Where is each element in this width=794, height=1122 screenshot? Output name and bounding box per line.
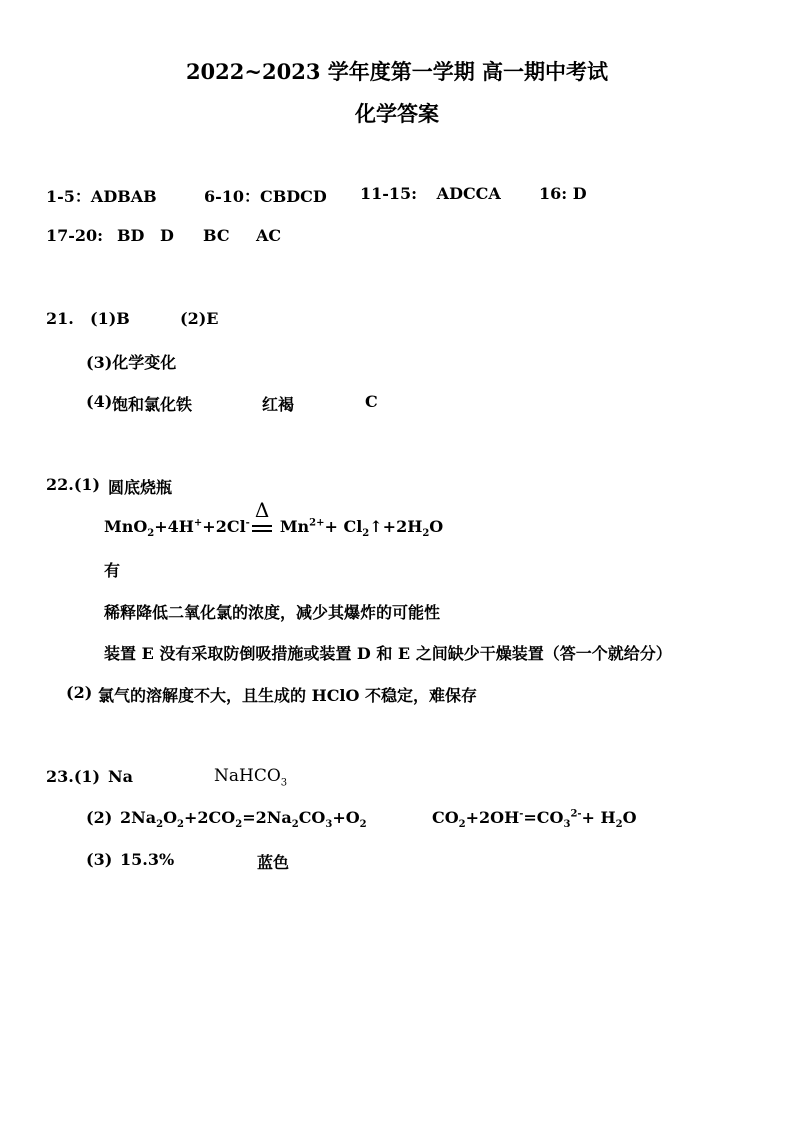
- mc-1-5: [46, 184, 157, 207]
- eq-sub: 2: [615, 819, 623, 831]
- q23-part3-b: 蓝色: [257, 853, 290, 872]
- q23-answer-2: [214, 766, 288, 789]
- q21-part3: (3)化学变化: [86, 353, 177, 372]
- eq-sup: -: [519, 808, 524, 820]
- eq-sub: 2: [177, 819, 184, 831]
- q23-equation-1: [120, 808, 367, 831]
- q21-part1: (1)B: [90, 309, 130, 328]
- q23-answer-1: Na: [108, 767, 133, 786]
- eq-text: + Cl: [324, 517, 363, 536]
- eq-sup: 2-: [570, 808, 582, 820]
- mc-17-20-label: 17-20:: [46, 226, 104, 245]
- eq-text: +2Cl: [202, 517, 246, 536]
- mc-11-15: [360, 184, 501, 203]
- eq-sub: 2: [147, 528, 155, 540]
- q21-part4-c: C: [365, 392, 378, 411]
- q22-equation: [104, 497, 444, 540]
- eq-text: O: [622, 808, 637, 827]
- eq-sup: 2+: [309, 517, 325, 529]
- eq-sub: 3: [325, 819, 333, 831]
- heat-equal-sign: [252, 497, 276, 536]
- q23-equation-2: [432, 808, 637, 831]
- eq-sub: 2: [291, 819, 299, 831]
- mc-label: 1-5：: [46, 187, 91, 206]
- eq-text: +2CO: [184, 808, 236, 827]
- eq-text: + H: [581, 808, 616, 827]
- q23-part2-label: (2): [86, 808, 113, 827]
- eq-sub: 2: [362, 528, 370, 540]
- q21-part4-b: 红褐: [262, 395, 295, 414]
- mc-answer: ADBAB: [90, 187, 157, 206]
- mc-20: AC: [256, 226, 282, 245]
- eq-sub: 2: [359, 819, 367, 831]
- q22-answer-3: 有: [104, 561, 121, 580]
- q21-part4-a: 饱和氯化铁: [112, 395, 193, 414]
- mc-18: D: [160, 226, 174, 245]
- q22-label: 22.(1): [46, 475, 101, 494]
- eq-text: +2OH: [465, 808, 520, 827]
- q22-answer-1: 圆底烧瓶: [108, 478, 173, 497]
- q23-label: 23.(1): [46, 767, 101, 786]
- eq-sub: 2: [422, 528, 430, 540]
- q22-part2: 氯气的溶解度不大，且生成的 HClO 不稳定，难保存: [98, 686, 478, 705]
- eq-text: Mn: [279, 517, 310, 536]
- eq-text: +O: [332, 808, 360, 827]
- eq-text: =2Na: [242, 808, 292, 827]
- eq-text: O: [429, 517, 444, 536]
- page-subtitle: 化学答案: [355, 101, 439, 126]
- eq-text: O: [163, 808, 178, 827]
- mc-19: BC: [203, 226, 230, 245]
- eq-text: =CO: [523, 808, 564, 827]
- q23-part3-a: 15.3%: [120, 850, 175, 869]
- formula-sub: 3: [280, 777, 288, 789]
- eq-text: +4H: [154, 517, 194, 536]
- q21-part2: (2)E: [180, 309, 219, 328]
- eq-text: 2Na: [120, 808, 157, 827]
- eq-sup: -: [245, 517, 250, 529]
- eq-sub: 3: [563, 819, 571, 831]
- mc-answer: ADCCA: [436, 184, 501, 203]
- eq-sub: 2: [156, 819, 164, 831]
- eq-sub: 2: [235, 819, 243, 831]
- eq-sub: 2: [458, 819, 466, 831]
- mc-answer: D: [572, 184, 587, 203]
- mc-16: [539, 184, 587, 203]
- heat-delta-icon: Δ: [254, 497, 270, 522]
- q22-part2-label: (2): [66, 683, 93, 702]
- q22-answer-4: 稀释降低二氧化氯的浓度，减少其爆炸的可能性: [104, 603, 441, 622]
- mc-17: BD: [117, 226, 145, 245]
- q21-label: 21.: [46, 309, 74, 328]
- mc-answer: CBDCD: [260, 187, 327, 206]
- mc-label: 16:: [539, 184, 568, 203]
- page-title: 2022~2023 学年度第一学期 高一期中考试: [185, 59, 609, 84]
- eq-text: ↑+2H: [369, 517, 423, 536]
- q23-part3-label: (3): [86, 850, 113, 869]
- mc-6-10: [204, 184, 327, 207]
- formula-text: NaHCO: [214, 766, 281, 786]
- q22-answer-5: 装置 E 没有采取防倒吸措施或装置 D 和 E 之间缺少干燥装置（答一个就给分）: [104, 644, 672, 663]
- q21-part4-label: (4): [86, 392, 113, 411]
- mc-label: 11-15:: [360, 184, 418, 203]
- eq-text: CO: [432, 808, 459, 827]
- eq-text: MnO: [104, 517, 148, 536]
- eq-text: CO: [298, 808, 326, 827]
- eq-sup: +: [193, 517, 203, 529]
- mc-label: 6-10：: [204, 187, 261, 206]
